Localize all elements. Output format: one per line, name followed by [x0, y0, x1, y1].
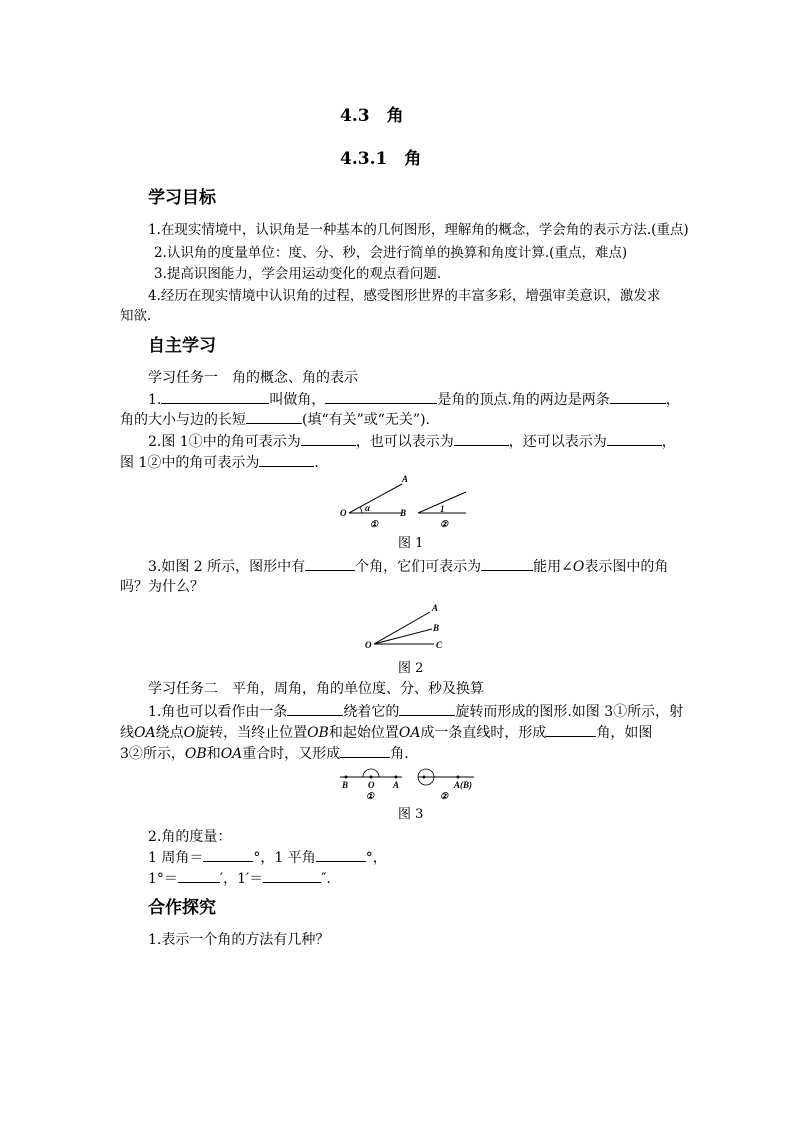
fig3-label-o: O — [368, 780, 375, 790]
r1-line3: 3②所示，OB和OA重合时，又形成 角. — [120, 746, 409, 762]
answer-blank[interactable] — [305, 557, 355, 571]
q1-line1: 1. 叫做角， 是角的顶点.角的两边是两条 ， — [148, 392, 680, 408]
fig1-label-alpha: α — [365, 503, 370, 513]
answer-blank[interactable] — [259, 453, 314, 467]
fig3-label-circled-2: ② — [440, 791, 449, 801]
answer-blank[interactable] — [246, 410, 302, 424]
answer-blank[interactable] — [340, 744, 390, 758]
r1-line1: 1.角也可以看作由一条 绕着它的 旋转而形成的图形.如图 3①所示，射 — [148, 704, 684, 720]
fig3-label-circled-1: ① — [366, 791, 375, 801]
q1-line2: 角的大小与边的长短 (填“有关”或“无关”). — [120, 412, 431, 428]
goal-item: 2.认识角的度量单位：度、分、秒，会进行简单的换算和角度计算.(重点，难点) — [154, 245, 628, 261]
fig2-label-a: A — [432, 603, 439, 613]
fig1-label-circled-2: ② — [440, 519, 449, 529]
figure-2 — [360, 598, 450, 654]
goal-item: 4.经历在现实情境中认识角的过程，感受图形世界的丰富多彩，增强审美意识，激发求 — [148, 288, 661, 304]
fig3-label-a: A — [393, 780, 400, 790]
answer-blank[interactable] — [203, 848, 253, 862]
fig2-label-c: C — [436, 640, 443, 650]
answer-blank[interactable] — [546, 723, 596, 737]
answer-blank[interactable] — [454, 432, 509, 446]
answer-blank[interactable] — [399, 702, 455, 716]
task1-title: 学习任务一 角的概念、角的表示 — [148, 370, 358, 386]
fig3-label-b: B — [342, 780, 349, 790]
chapter-title: 4.3 角 — [340, 106, 404, 126]
goal-item: 3.提高识图能力，学会用运动变化的观点看问题. — [154, 266, 442, 282]
r2-line1: 1 周角＝ °，1 平角 °， — [148, 850, 387, 866]
figure-3 — [334, 764, 479, 802]
fig2-label-o: O — [365, 640, 372, 650]
answer-blank[interactable] — [263, 869, 321, 883]
section-title: 4.3.1 角 — [340, 149, 422, 169]
answer-blank[interactable] — [178, 869, 220, 883]
goal-item: 知欲. — [120, 308, 152, 324]
task2-title: 学习任务二 平角，周角，角的单位度、分、秒及换算 — [148, 681, 484, 697]
q3-line1: 3.如图 2 所示，图形中有 个角，它们可表示为 能用∠O表示图中的角 — [148, 559, 669, 575]
fig1-label-angle-1: 1 — [440, 504, 445, 514]
figure-3-caption: 图 3 — [398, 807, 424, 822]
answer-blank[interactable] — [481, 557, 533, 571]
fig2-label-b: B — [433, 623, 440, 633]
goal-item: 1.在现实情境中，认识角是一种基本的几何图形，理解角的概念，学会角的表示方法.(重点) — [148, 222, 689, 238]
self-study-heading: 自主学习 — [148, 336, 216, 356]
r2-line2: 1°＝ ′，1′＝ ″. — [148, 871, 331, 887]
figure-1-caption: 图 1 — [398, 536, 424, 551]
q3-line2: 吗？为什么？ — [120, 579, 204, 595]
fig3-label-ab: A(B) — [454, 780, 472, 790]
figure-1 — [330, 470, 480, 532]
answer-blank[interactable] — [610, 390, 666, 404]
q2-line2: 图 1②中的角可表示为 . — [120, 455, 319, 471]
answer-blank[interactable] — [161, 390, 269, 404]
figure-2-caption: 图 2 — [398, 661, 424, 676]
goals-heading: 学习目标 — [148, 188, 216, 208]
answer-blank[interactable] — [316, 848, 366, 862]
r1-line2: 线OA绕点O旋转，当终止位置OB和起始位置OA成一条直线时，形成 角，如图 — [120, 725, 653, 741]
r2-title: 2.角的度量： — [148, 829, 232, 845]
answer-blank[interactable] — [607, 432, 662, 446]
coop-heading: 合作探究 — [148, 898, 216, 918]
q2-line1: 2.图 1①中的角可表示为 ，也可以表示为 ，还可以表示为 ， — [148, 434, 676, 450]
fig1-label-circled-1: ① — [370, 519, 379, 529]
coop-question-1: 1.表示一个角的方法有几种？ — [148, 932, 330, 948]
fig1-label-o: O — [340, 508, 347, 518]
answer-blank[interactable] — [325, 390, 437, 404]
fig1-label-b: B — [400, 508, 407, 518]
answer-blank[interactable] — [287, 702, 343, 716]
answer-blank[interactable] — [301, 432, 356, 446]
fig1-label-a: A — [402, 474, 409, 484]
